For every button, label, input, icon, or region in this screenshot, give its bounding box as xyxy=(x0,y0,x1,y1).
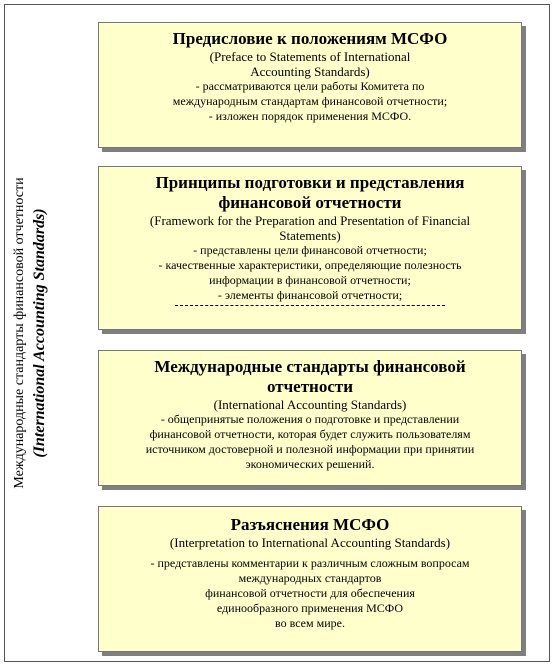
side-label-en: (International Accounting Standards) xyxy=(31,208,48,458)
side-label xyxy=(0,4,70,662)
card-item: международных стандартов xyxy=(238,571,382,585)
card-preface xyxy=(98,22,522,148)
card-item: финансовой отчетности для обеспечения xyxy=(205,586,415,600)
card-item: информации в финансовой отчетности; xyxy=(209,273,411,287)
card-item: - качественные характеристики, определяющие полезность xyxy=(158,258,462,272)
card-item: - общепринятые положения о подготовке и представлении xyxy=(160,412,460,426)
card-title: Предисловие к положениям МСФО xyxy=(172,29,448,48)
card-item: во всем мире. xyxy=(275,616,345,630)
card-subtitle-line: (Framework for the Preparation and Presentation of Financial xyxy=(149,213,471,228)
card-item: - представлены цели финансовой отчетности; xyxy=(193,243,427,257)
card-item: источником достоверной и полезной информации при принятии xyxy=(145,442,475,456)
card-item: единообразного применения МСФО xyxy=(216,601,404,615)
card-item: - элементы финансовой отчетности; xyxy=(217,288,403,302)
side-label-ru: Международные стандарты финансовой отчетности xyxy=(12,177,27,489)
card-subtitle-line: (Preface to Statements of International xyxy=(209,49,411,64)
card-item: экономических решений. xyxy=(245,457,375,471)
card-subtitle-line: (International Accounting Standards) xyxy=(213,397,407,412)
card-subtitle-line: Accounting Standards) xyxy=(250,64,370,79)
card-title: финансовой отчетности xyxy=(218,193,402,212)
card-item: - представлены комментарии к различным сложным вопросам xyxy=(150,556,470,570)
card-framework xyxy=(98,166,522,330)
card-title: Международные стандарты финансовой xyxy=(154,357,466,376)
card-interpretations xyxy=(98,506,522,652)
card-subtitle-line: Statements) xyxy=(279,228,341,243)
card-item: - изложен порядок применения МСФО. xyxy=(208,109,412,123)
card-title: Разъяснения МСФО xyxy=(230,515,390,534)
card-item: финансовой отчетности, которая будет служить пользователям xyxy=(149,427,471,441)
card-subtitle-line: (Interpretation to International Accounting Standards) xyxy=(169,535,451,550)
card-title: отчетности xyxy=(266,377,354,396)
divider xyxy=(175,305,445,306)
card-item: - рассматриваются цели работы Комитета по xyxy=(195,79,425,93)
card-item: международным стандартам финансовой отчетности; xyxy=(172,94,448,108)
card-ias xyxy=(98,350,522,486)
card-title: Принципы подготовки и представления xyxy=(155,173,465,192)
